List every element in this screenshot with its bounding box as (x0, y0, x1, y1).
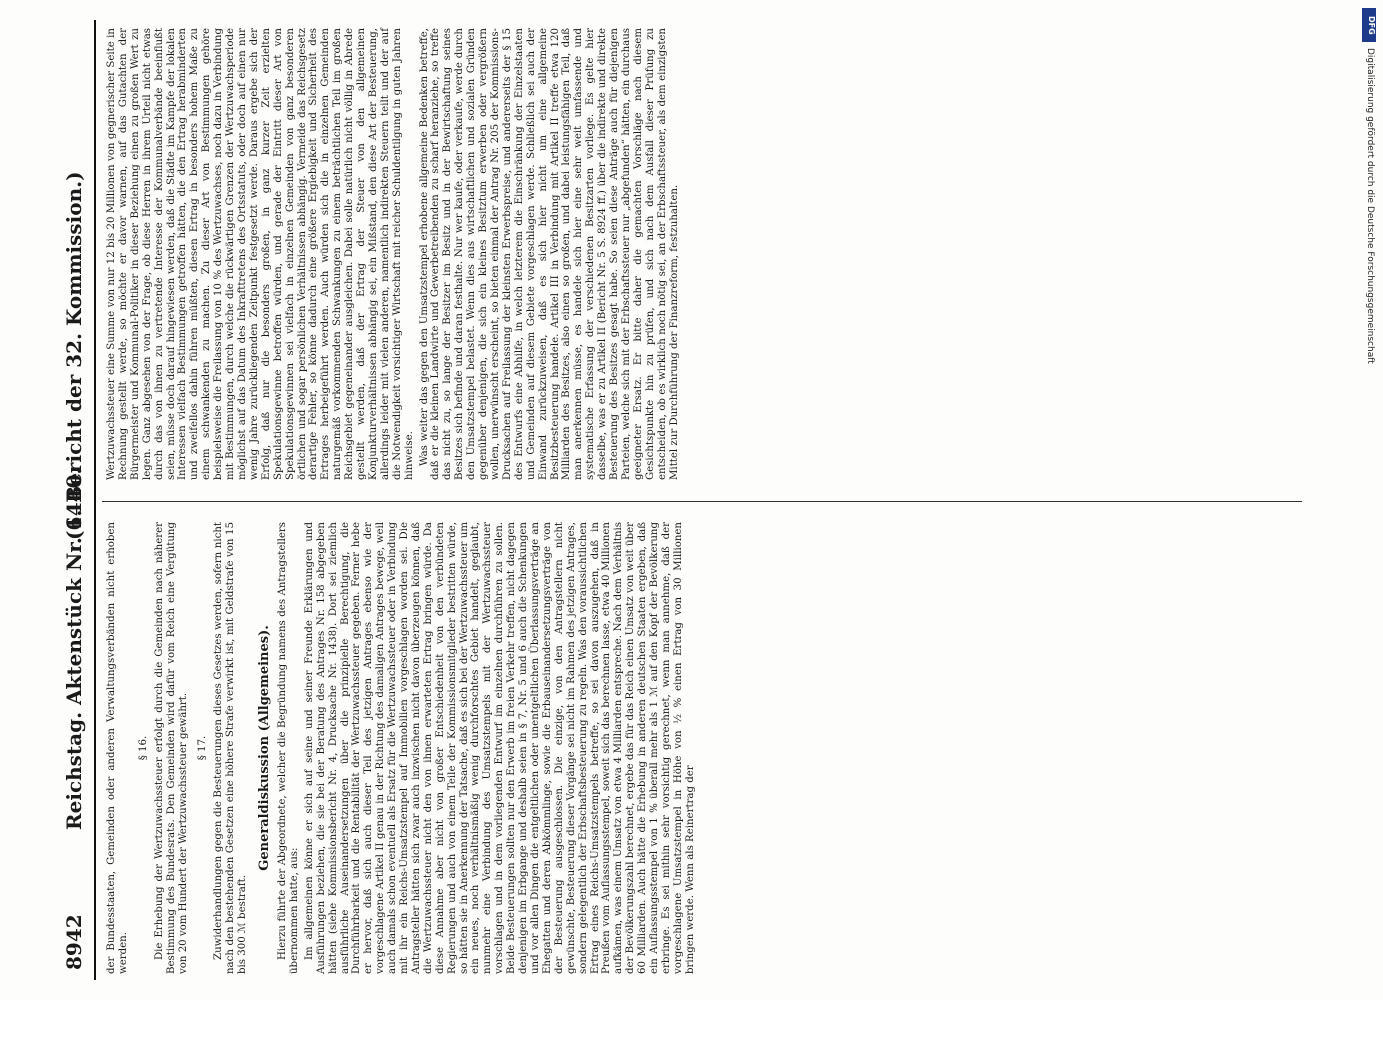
dfg-logo: DFG (1362, 8, 1376, 42)
digitization-credit (1365, 0, 1379, 1000)
paragraph: Hierzu führte der Abgeordnete, welcher die Begründung namens des Antragstellers übernommen hatte, aus: (276, 522, 300, 974)
paragraph: Im allgemeinen könne er sich auf seine und seiner Freunde Erklärungen und Ausführungen beziehen, die sie bei der Beratung des Antrages Nr. 158 abgegeben hätten (siehe Kommissionsbericht Nr. 4, Drucksache Nr. 1438). Dort sei ziemlich ausführliche Auseinandersetzungen über die prinzipielle Berechtigung, die Durchführbarkeit und die Rentabilität der Wertzuwachssteuer gegeben. Ferner hebe er hervor, daß sich auch dieser Teil des jetzigen Antrages ebenso wie der vorgeschlagene Artikel II genau in der Richtung des damaligen Antrages bewege, weil auch damals schon eventuell als Ersatz für die Wertzuwachssteuer oder in Verbindung mit ihr ein Reichs-Umsatzstempel auf Immobilien vorgeschlagen worden sei. Die Antragsteller hätten sich zwar auch inzwischen nicht davon überzeugen können, daß die Wertzuwachssteuer nicht den von ihnen erwarteten Ertrag bringen würde. Da diese Annahme aber nicht von großer Entschiedenheit von den verbündeten Regierungen und auch von einem Teile der Kommissionsmitglieder bestritten würde, so hätten sie in Anerkennung der Tatsache, daß es sich bei der Wertzuwachssteuer um ein neues, noch verhältnismäßig wenig durchforschtes Gebiet handelt, geglaubt, nunmehr eine Verbindung des Umsatzstempels mit der Wertzuwachssteuer vorschlagen und in dem vorliegenden Entwurf im einzelnen durchführen zu sollen. Beide Besteuerungen sollten nur den Erwerb im freien Verkehr treffen, nicht dagegen denjenigen im Erbgange und deshalb seien in § 7, Nr. 5 und 6 auch die Schenkungen und vor allen Dingen die entgeltlichen oder unentgeltlichen Überlassungsverträge an Ehegatten und deren Abkömmlinge, sowie die Erbauseinandersetzungsverträge von der Besteuerung ausgeschlossen. Die einzige, von den Antragstellern nicht gewünschte, Besteuerung dieser Vorgänge sei nicht im Rahmen des jetzigen Antrages, sondern gelegentlich der Erbschaftsbesteuerung zu regeln. Was den voraussichtlichen Ertrag eines Reichs-Umsatzstempels betreffe, so sei davon auszugehen, daß in Preußen vom Auflassungsstempel, soweit sich das berechnen lasse, etwa 40 Millionen aufkämen, was einem Umsatz von etwa 4 Milliarden entspreche. Nach dem Verhältnis der Bevölkerungszahl berechnet, ergebe das für das Reich einen Umsatz von weit über 60 Milliarden. Auch hätte die Erhebung in anderen deutschen Staaten ergeben, daß ein Auflassungsstempel von 1 % überall mehr als 1 ℳ auf den Kopf der Bevölkerung erbringe. Es sei mithin sehr vorsichtig gerechnet, wenn man annehme, daß der vorgeschlagene Umsatzstempel in Höhe von ½ % einen Ertrag von 30 Millionen bringen werde. Wenn als Reinertrag der (303, 522, 696, 974)
header-left-title: Reichstag. Aktenstück Nr. 1440. (62, 467, 86, 830)
header-right-title: (6. Bericht der 32. Kommission.) (62, 171, 86, 540)
section-title: Generaldiskussion (Allgemeines). (257, 625, 273, 871)
page-number: 8942 (62, 914, 86, 970)
right-column (106, 28, 684, 480)
header-rule (94, 20, 96, 980)
paragraph: Zuwiderhandlungen gegen die Besteuerungen dieses Gesetzes werden, sofern nicht nach den bestehenden Gesetzen eine höhere Strafe verwirkt ist, mit Geldstrafe von 15 bis 300 ℳ bestraft. (213, 522, 249, 974)
column-divider (102, 501, 1302, 502)
paragraph: Die Erhebung der Wertzuwachssteuer erfolgt durch die Gemeinden nach näherer Bestimmung des Bundesrats. Den Gemeinden wird dafür vom Reich eine Vergütung von 20 vom Hundert der Wertzuwachssteuer gewährt. (153, 522, 189, 974)
paragraph: Wertzuwachssteuer eine Summe von nur 12 bis 20 Millionen von gegnerischer Seite in Rechnung gestellt werde, so möchte er davor warnen, auf das Gutachten der Bürgermeister und Kommunal-Politiker in dieser Beziehung einen zu großen Wert zu legen. Ganz abgesehen von der Frage, ob diese Herren in ihrem Urteil nicht etwas durch das von ihnen zu vertretende Interesse der Kommunalverbände beeinflußt seien, müsse doch darauf hingewiesen werden, daß die Städte im Kampfe der lokalen Interessen vielfach Bestimmungen getroffen hätten, die den Ertrag herabminderten und zweifellos dahin führen müßten, diesen Ertrag in besonders hohem Maße zu einem schwankenden zu machen. Zu dieser Art von Bestimmungen gehöre beispielsweise die Freilassung von 10 % des Wertzuwachses, noch dazu in Verbindung mit Bestimmungen, durch welche die rückwärtigen Grenzen der Wertzuwachsperiode möglichst auf das Datum des Inkrafttretens des Ortsstatuts, oder doch auf einen nur wenig Jahre zurückliegenden Zeitpunkt festgesetzt werde. Daraus ergebe sich der Erfolg, daß nur die besonders großen, in ganz kurzer Zeit erzielten Spekulationsgewinne betroffen würden, und gerade der Eintritt dieser Art von Spekulationsgewinnen sei vielfach in einzelnen Gemeinden von ganz besonderen örtlichen und sogar persönlichen Verhältnissen abhängig. Vermeide das Reichsgesetz derartige Fehler, so könne dadurch eine größere Ergiebigkeit und Sicherheit des Ertrages herbeigeführt werden. Auch würden sich die in einzelnen Gemeinden naturgemäß vorkommenden Schwankungen zu einem beträchtlichen Teil im großen Reichsgebiet gegeneinander ausgleichen. Dabei solle natürlich nicht völlig in Abrede gestellt werden, daß der Ertrag der Steuer von den allgemeinen Konjunkturverhältnissen abhängig sei, ein Mißstand, den diese Art der Besteuerung, allerdings leider mit vielen anderen, namentlich indirekten Steuern teilt und der auf die Notwendigkeit vorsichtiger Wirtschaft mit reicher Schuldentilgung in guten Jahren hinweise. (106, 28, 415, 480)
rotated-document-page (58, 20, 1328, 980)
credit-text: Digitalisierung gefördert durch die Deutsche Forschungsgemeinschaft (1365, 48, 1375, 364)
left-column (106, 522, 700, 974)
section-heading-17: § 17. (197, 735, 209, 761)
paragraph: Was weiter das gegen den Umsatzstempel erhobene allgemeine Bedenken betreffe, daß er die kleinen Landwirte und Gewerbetreibenden zu scharf heranziehe, so treffe das nicht zu, so lange der Besitzer im Besitz und in der Bewirtschaftung seines Besitzes sich befinde und daran festhalte. Nur wer kaufe, oder verkaufe, werde durch den Umsatzstempel belastet. Wenn dies aus wirtschaftlichen und sozialen Gründen gegenüber denjenigen, die sich ein kleines Besitztum erwerben oder vergrößern wollen, unerwünscht erscheint, so bieten einmal der Antrag Nr. 205 der Kommissions-Drucksachen auf Freilassung der kleinsten Erwerbspreise, und andererseits der § 15 des Entwurfs eine Abhilfe, in welch letzterem die Einschränkung der Einzelstaaten und Gemeinden auf diesem Gebiete vorgeschlagen werde. Schließlich sei auch der Einwand zurückzuweisen, daß es sich hier nicht um eine allgemeine Besitzbesteuerung handele. Artikel III in Verbindung mit Artikel II treffe etwa 120 Milliarden des Besitzes, also einen so großen, und dabei leistungsfähigen Teil, daß man anerkennen müsse, es handele sich hier eine sehr weit umfassende und systematische Erfassung der verschiedenen Besitzarten vorliege. Es gelte hier dasselbe, was er zu Artikel II (Bericht Nr. 5 S. 8924 ff.) über die indirekte und direkte Besteuerung des Besitzes gesagt habe. So seien diese Anträge auch für diejenigen Parteien, welche sich mit der Erbschaftssteuer nur „abgefunden“ hätten, ein durchaus geeigneter Ersatz. Er bitte daher die gemachten Vorschläge nach diesem Gesichtspunkte hin zu prüfen, und sich nach dem Ausfall dieser Prüfung zu entscheiden, ob es wirklich noch nötig sei, an der Erbschaftssteuer, als dem einzigsten Mittel zur Durchführung der Finanzreform, festzuhalten. (418, 28, 680, 480)
section-heading-16: § 16. (137, 735, 149, 761)
paragraph: der Bundesstaaten, Gemeinden oder anderen Verwaltungsverbänden nicht erhoben werden. (106, 522, 129, 974)
page-header (58, 20, 92, 980)
